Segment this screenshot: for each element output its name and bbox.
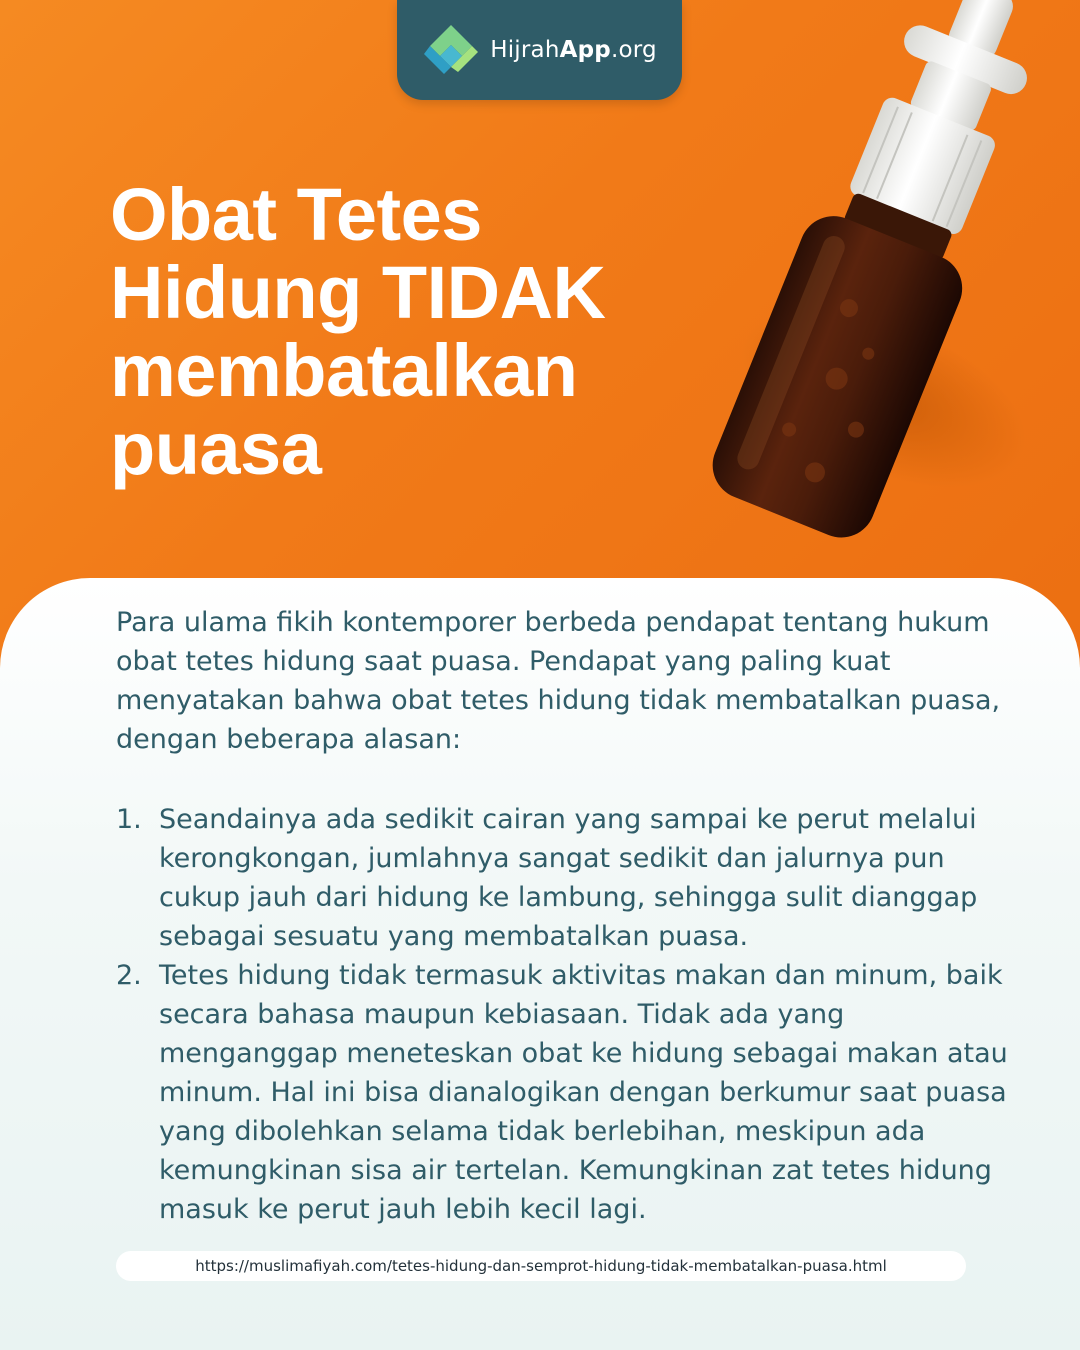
list-item-text: Tetes hidung tidak termasuk aktivitas makan dan minum, baik secara bahasa maupun kebiasaan. Tidak ada yang menganggap meneteskan obat ke hidung sebagai makan atau minum. Hal ini bisa dianalogikan dengan berkumur saat puasa yang dibolehkan selama tidak berlebihan, meskipun ada kemungkinan sisa air tertelan. Kemungkinan zat tetes hidung masuk ke perut jauh lebih kecil lagi. — [159, 960, 1008, 1225]
logo-text-bold: App — [559, 37, 611, 63]
list-item-number: 1. — [116, 804, 142, 835]
nasal-spray-bottle-image — [660, 0, 1080, 560]
list-item-number: 2. — [116, 960, 142, 991]
hijrah-logo-icon — [422, 21, 480, 79]
list-item — [116, 956, 1031, 1229]
hero-banner — [0, 0, 1080, 660]
list-item — [116, 800, 1031, 956]
logo-text-suffix: .org — [610, 37, 657, 63]
source-link[interactable]: https://muslimafiyah.com/tetes-hidung-dan-semprot-hidung-tidak-membatalkan-puasa.html — [116, 1251, 966, 1281]
list-item-text: Seandainya ada sedikit cairan yang sampai ke perut melalui kerongkongan, jumlahnya sangat sedikit dan jalurnya pun cukup jauh dari hidung ke lambung, sehingga sulit dianggap sebagai sesuatu yang membatalkan puasa. — [159, 804, 978, 952]
reasons-list — [116, 800, 1031, 1229]
logo-wordmark — [490, 37, 657, 63]
logo-text-regular: Hijrah — [490, 37, 560, 63]
logo-tab[interactable] — [397, 0, 682, 100]
page-title: Obat Tetes Hidung TIDAK membatalkan puasa — [110, 173, 606, 490]
intro-paragraph: Para ulama fikih kontemporer berbeda pendapat tentang hukum obat tetes hidung saat puasa. Pendapat yang paling kuat menyatakan bahwa obat tetes hidung tidak membatalkan puasa, dengan beberapa alasan: — [116, 607, 1001, 755]
